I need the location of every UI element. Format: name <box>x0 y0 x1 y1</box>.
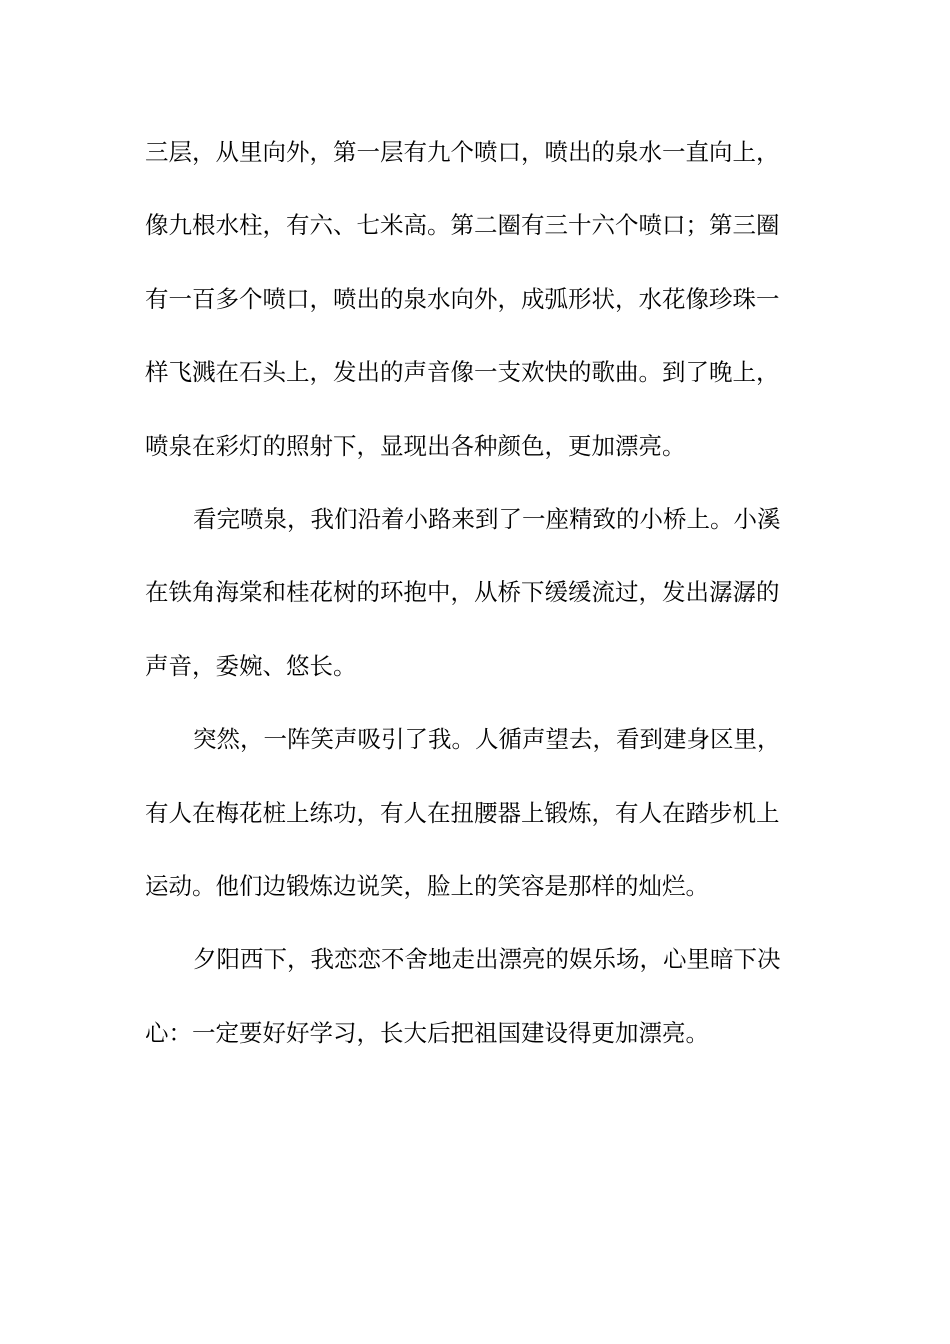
text-line: 样飞溅在石头上，发出的声音像一支欢快的歌曲。到了晚上， <box>145 358 780 387</box>
paragraph-start-line: 夕阳西下，我恋恋不舍地走出漂亮的娱乐场，心里暗下决 <box>193 945 781 974</box>
paragraph-start-line: 突然，一阵笑声吸引了我。人循声望去，看到建身区里， <box>193 725 781 754</box>
text-line: 三层，从里向外，第一层有九个喷口，喷出的泉水一直向上， <box>145 138 780 166</box>
text-line: 运动。他们边锻炼边说笑，脸上的笑容是那样的灿烂。 <box>145 871 709 900</box>
text-line: 喷泉在彩灯的照射下，显现出各种颜色，更加漂亮。 <box>145 431 686 460</box>
text-line: 像九根水柱，有六、七米高。第二圈有三十六个喷口；第三圈 <box>145 211 780 240</box>
text-line: 有人在梅花桩上练功，有人在扭腰器上锻炼，有人在踏步机上 <box>145 798 780 827</box>
text-line: 声音，委婉、悠长。 <box>145 651 357 680</box>
text-line: 心：一定要好好学习，长大后把祖国建设得更加漂亮。 <box>145 1018 709 1047</box>
paragraph-start-line: 看完喷泉，我们沿着小路来到了一座精致的小桥上。小溪 <box>193 504 781 533</box>
text-line: 在铁角海棠和桂花树的环抱中，从桥下缓缓流过，发出潺潺的 <box>145 578 780 607</box>
body-text <box>145 124 810 1078</box>
text-line: 有一百多个喷口，喷出的泉水向外，成弧形状，水花像珍珠一 <box>145 284 780 313</box>
